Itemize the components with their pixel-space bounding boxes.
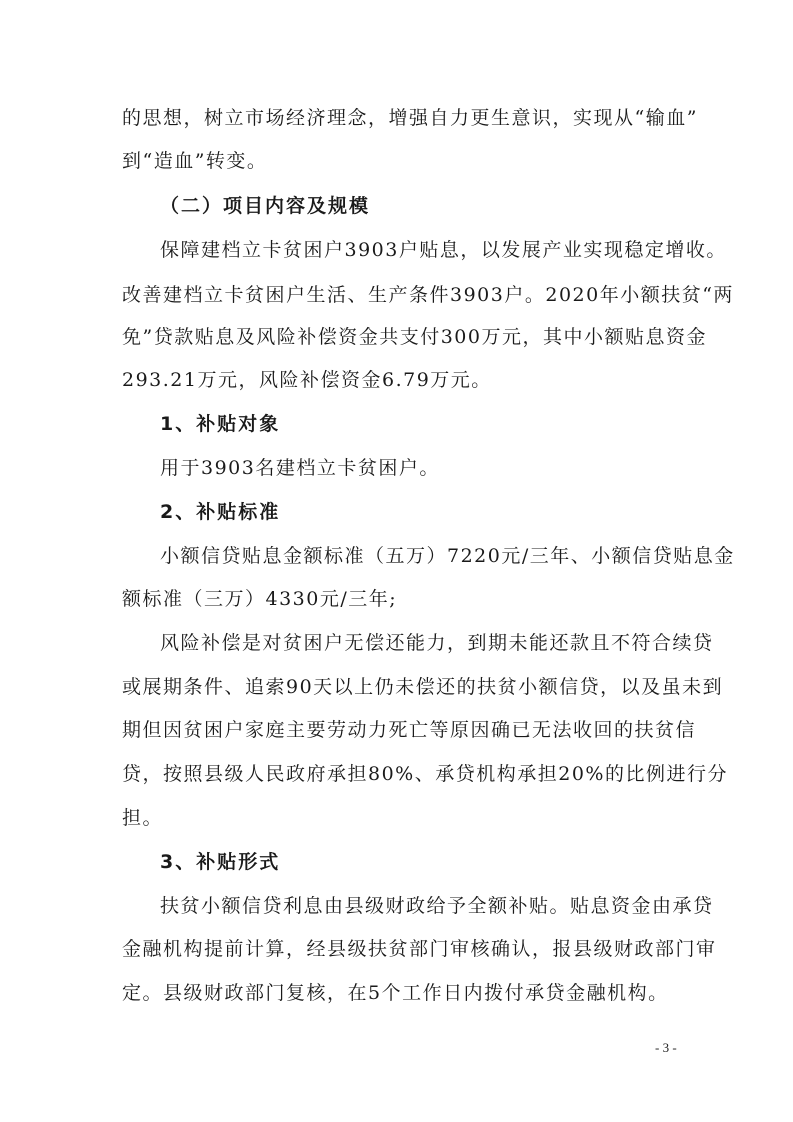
body-text-line: 定。县级财政部门复核，在5个工作日内拨付承贷金融机构。 — [122, 982, 669, 1004]
body-text-line: 风险补偿是对贫困户无偿还能力，到期未能还款且不符合续贷 — [160, 632, 714, 654]
body-text-line: 扶贫小额信贷利息由县级财政给予全额补贴。贴息资金由承贷 — [160, 895, 714, 917]
subheading-subsidy-target: 1、补贴对象 — [160, 413, 281, 435]
body-text-line: 的思想，树立市场经济理念，增强自力更生意识，实现从“输血” — [122, 107, 698, 129]
body-text-line: 期但因贫困户家庭主要劳动力死亡等原因确已无法收回的扶贫信 — [122, 719, 697, 741]
body-text-line: 小额信贷贴息金额标准（五万）7220元/三年、小额信贷贴息金 — [160, 545, 735, 567]
section-heading-project-content: （二）项目内容及规模 — [160, 195, 371, 217]
body-text-line: 改善建档立卡贫困户生活、生产条件3903户。2020年小额扶贫“两 — [122, 284, 734, 306]
body-text-line: 贷，按照县级人民政府承担80%、承贷机构承担20%的比例进行分 — [122, 763, 728, 785]
subheading-subsidy-standard: 2、补贴标准 — [160, 501, 281, 523]
body-text-line: 免”贷款贴息及风险补偿资金共支付300万元，其中小额贴息资金 — [122, 326, 707, 348]
subheading-subsidy-form: 3、补贴形式 — [160, 851, 281, 873]
body-text-line: 担。 — [122, 807, 164, 829]
body-text-line: 到“造血”转变。 — [122, 150, 268, 172]
body-text-line: 金融机构提前计算，经县级扶贫部门审核确认，报县级财政部门审 — [122, 938, 717, 960]
page-number: - 3 - — [655, 1040, 677, 1055]
body-text-line: 保障建档立卡贫困户3903户贴息，以发展产业实现稳定增收。 — [160, 239, 727, 261]
body-text-line: 或展期条件、追索90天以上仍未偿还的扶贫小额信贷，以及虽未到 — [122, 676, 724, 698]
body-text-line: 用于3903名建档立卡贫困户。 — [160, 457, 440, 479]
body-text-line: 293.21万元，风险补偿资金6.79万元。 — [122, 369, 492, 391]
body-text-line: 额标准（三万）4330元/三年; — [122, 588, 398, 610]
